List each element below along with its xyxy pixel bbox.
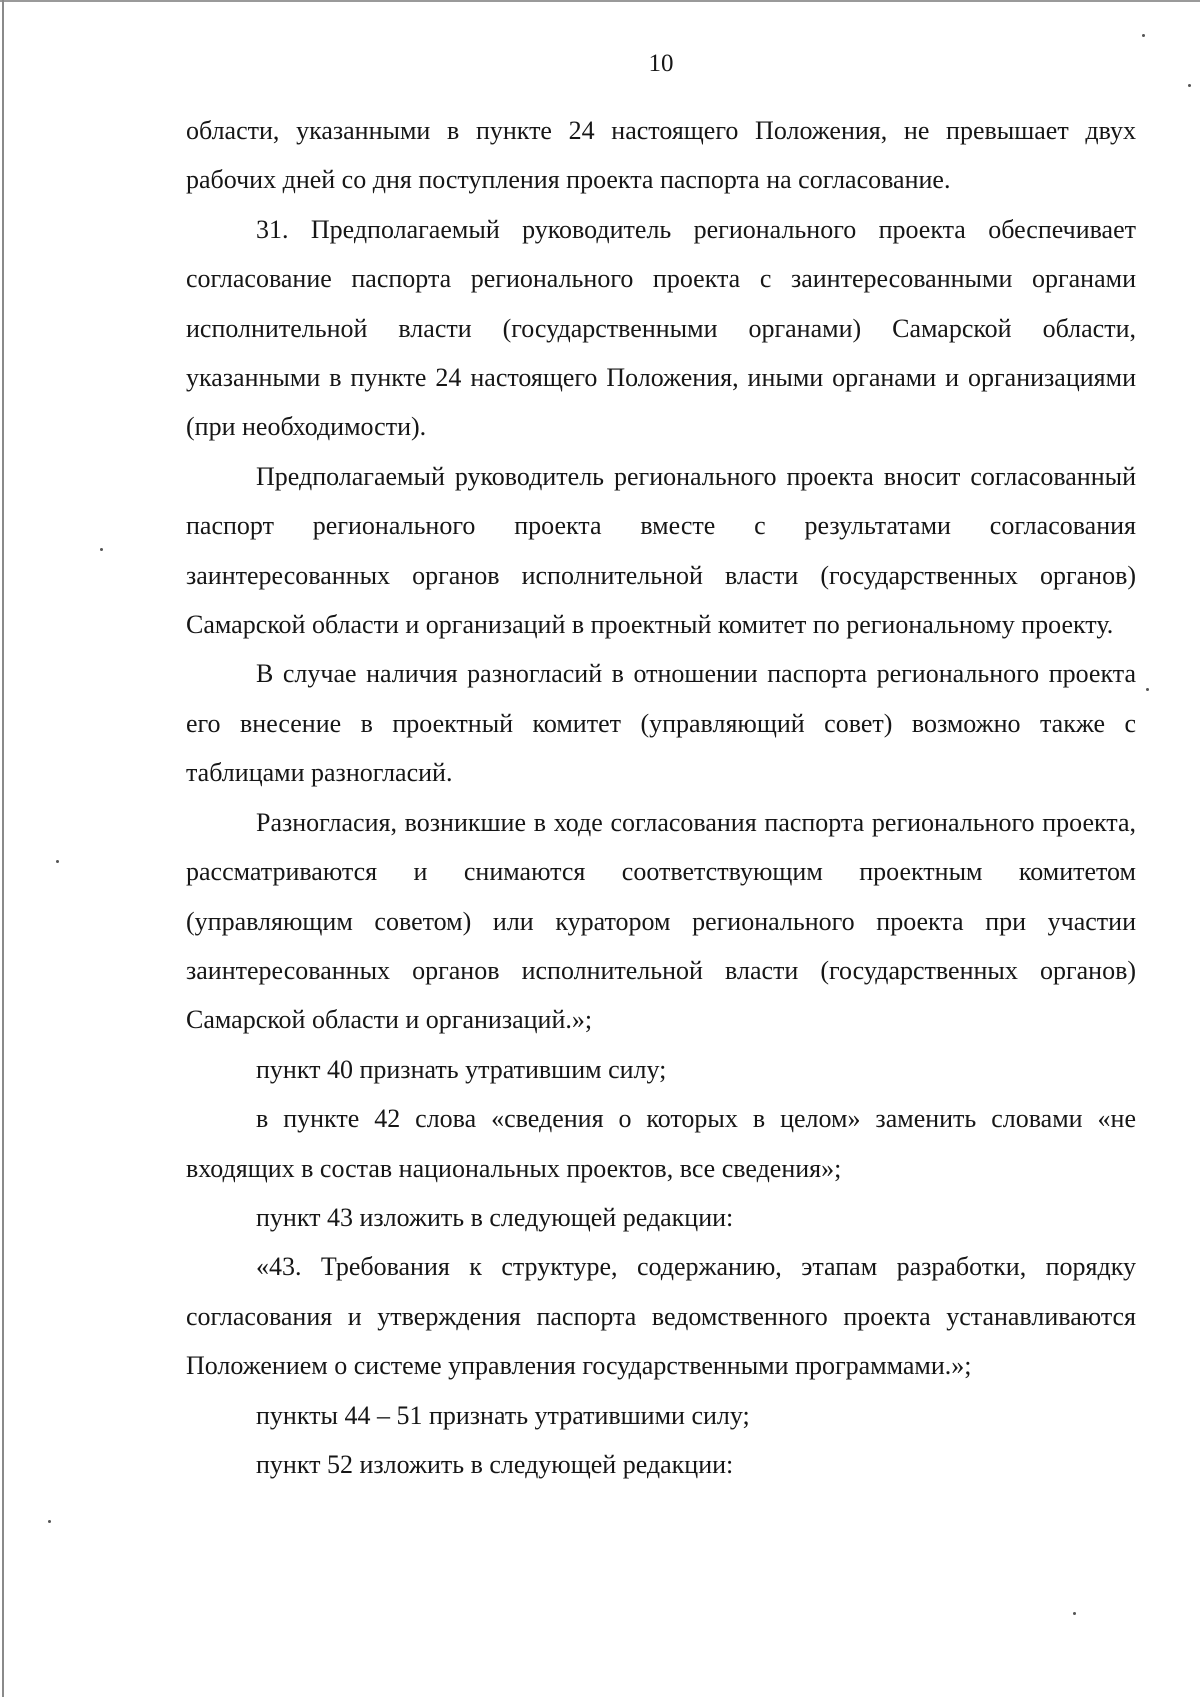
scan-edge-left	[2, 0, 4, 1697]
page-number: 10	[648, 50, 674, 77]
scan-speck	[100, 548, 103, 551]
scan-speck	[56, 860, 59, 863]
paragraph-9: «43. Требования к структуре, содержанию, этапам разработки, порядку согласования и утверждения паспорта ведомственного проекта устанавливаются Положением о системе управления государственными программами.»;	[186, 1252, 1136, 1381]
paragraph-6: пункт 40 признать утратившим силу;	[256, 1054, 667, 1084]
scan-speck	[1146, 688, 1149, 691]
paragraph-5: Разногласия, возникшие в ходе согласования паспорта регионального проекта, рассматриваются и снимаются соответствующим проектным комитетом (управляющим советом) или куратором регионального проекта при участии заинтересованных органов исполнительной власти (государственных органов) Самарской области и организаций.»;	[186, 807, 1136, 1035]
scan-speck	[1142, 34, 1145, 37]
paragraph-4: В случае наличия разногласий в отношении паспорта регионального проекта его внесение в проектный комитет (управляющий совет) возможно также с таблицами разногласий.	[186, 659, 1136, 788]
paragraph-1: области, указанными в пункте 24 настоящего Положения, не превышает двух рабочих дней со дня поступления проекта паспорта на согласование.	[186, 116, 1136, 195]
scan-edge-top	[0, 0, 1200, 2]
document-body	[186, 106, 1136, 1489]
paragraph-2: 31. Предполагаемый руководитель регионального проекта обеспечивает согласование паспорта регионального проекта с заинтересованными органами исполнительной власти (государственными органами) Самарской области, указанными в пункте 24 настоящего Положения, иными органами и организациями (при необходимости).	[186, 214, 1136, 442]
paragraph-7: в пункте 42 слова «сведения о которых в целом» заменить словами «не входящих в состав национальных проектов, все сведения»;	[186, 1104, 1136, 1183]
paragraph-3: Предполагаемый руководитель регионального проекта вносит согласованный паспорт регионального проекта вместе с результатами согласования заинтересованных органов исполнительной власти (государственных органов) Самарской области и организаций в проектный комитет по региональному проекту.	[186, 461, 1136, 640]
scan-speck	[1073, 1612, 1076, 1615]
scan-speck	[48, 1520, 51, 1523]
paragraph-10: пункты 44 – 51 признать утратившими силу;	[256, 1400, 750, 1430]
scan-speck	[1188, 84, 1191, 87]
paragraph-8: пункт 43 изложить в следующей редакции:	[256, 1202, 734, 1232]
paragraph-11: пункт 52 изложить в следующей редакции:	[256, 1449, 734, 1479]
